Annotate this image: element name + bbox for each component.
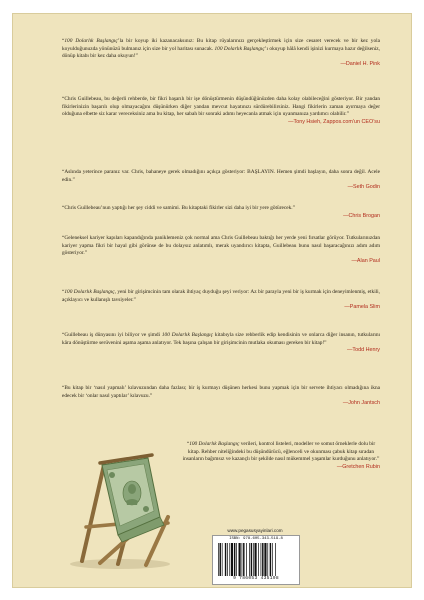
isbn-barcode — [212, 535, 300, 585]
quote-text — [62, 38, 380, 61]
barcode-bar — [270, 543, 271, 576]
quote-text — [62, 96, 380, 119]
book-title-italic: 100 Dolarlık Başlangıç — [64, 289, 115, 295]
barcode-bar — [249, 543, 250, 576]
quote-segment: “Bu kitap bir ‘nasıl yapmalı’ kılavuzundan daha fazlası; bir iş kurmayı düşünen herkesi bunu yapmak için bir servete ihtiyacı olmadığına ikna edecek bir ‘onlar nasıl yaptılar’ kılavuzu.” — [62, 385, 380, 399]
barcode-bar — [254, 543, 256, 576]
quote-segment: “ — [62, 38, 65, 44]
quote-author: —Gretchen Rubin — [336, 464, 380, 471]
barcode-bar — [239, 543, 241, 576]
barcode-bar — [234, 543, 235, 576]
ean-digits: 9 786053 435198 — [233, 576, 279, 581]
quote-author: —Alan Paul — [351, 258, 380, 265]
barcode-bar — [222, 543, 223, 576]
barcode-bar — [267, 543, 268, 576]
quote-text — [62, 169, 380, 184]
barcode-bar — [218, 543, 219, 576]
quote-author: —John Jantsch — [342, 400, 380, 407]
quote-text — [62, 289, 380, 304]
book-title-italic: 100 Dolarlık Başlangıç — [64, 38, 118, 44]
quote-author: —Todd Henry — [347, 347, 380, 354]
quote-author: —Daniel H. Pink — [340, 61, 380, 68]
barcode-bar — [275, 543, 276, 576]
quote-segment: “Aslında yeterince paranız var. Chris, bahaneye gerek olmadığını açıkça gösteriyor: BAŞLAYIN. Hemen şimdi başlayın, daha sonra değil. Acele edin.” — [62, 169, 380, 183]
book-title-italic: 100 Dolarlık Başlangıç — [214, 45, 265, 52]
quote-segment: “Chris Guillebeau, bu değerli rehberde, bir fikri başarılı bir işe dönüştürmenin düşündüğünüzden daha kolay olabileceğini gösteriyor. Bir yandan fikirlerinizin başarılı olup olmayacağını düşünürken diğer yandan mevcut hayatınızı sürdürebilirsiniz. Hangi fikirlerin zaman ayırmaya değer olduğuna elbette siz karar vereceksiniz ama bu kitap, her sabah bir sonraki adımı heyecanla atmak için uyanmanıza yardımcı olabilir.” — [62, 96, 380, 118]
barcode-bar — [261, 543, 262, 576]
endorsement-brogan — [62, 205, 380, 220]
endorsement-jantsch — [62, 385, 380, 408]
quote-author: —Tony Hsieh, Zappos.com’un CEO’su — [288, 119, 380, 126]
endorsement-hsieh — [62, 96, 380, 127]
quote-segment: verileri, kontrol listeleri, modeller ve somut örneklerle dolu bir kitap. Rehber niteliğindeki bu düşündürücü, eğlenceli ve okunması çabuk kitap sıradan insanların bağımsız ve kazançlı bir şekilde nasıl mükemmel yaşamlar kurduğunu anlatıyor.” — [182, 441, 380, 463]
quote-segment: ’ı okuyup hâlâ kendi işinizi kurmaya hazır değilseniz, dönüp kitabı bir kez daha okuyun!” — [62, 45, 380, 60]
barcode-bars — [218, 543, 294, 576]
quote-text — [62, 332, 380, 347]
barcode-bar — [242, 543, 243, 576]
quote-segment: “ — [186, 441, 190, 447]
endorsement-slim — [62, 289, 380, 312]
barcode-bar — [236, 543, 237, 576]
isbn-number: ISBN: 978-605-343-519-8 — [229, 537, 283, 541]
barcode-bar — [272, 543, 273, 576]
quote-segment: “Guillebeau iş dünyasını iyi biliyor ve şimdi — [62, 332, 162, 338]
quote-segment: ’la bir koyup iki kazanacaksınız: Bu kitap rüyalarınızı gerçekleştirmek için size cesaret verecek ve bir kez yola koyulduğunuzda yönünüzü bulmanız için size bir yol haritası sunacak. — [62, 38, 380, 52]
quote-segment: “Geleneksel kariyer kapıları kapandığında paniklemeniz çok normal ama Chris Guillebeau baktığı her yerde yeni fırsatlar görüyor. Tutkularınızdan kariyer yapma fikri bir hayal gibi görünse de bu dolaysız anlatımlı, merak uyandırıcı kitapta, Guillebeau bunu nasıl başaracağınızı adım adım gösteriyor.” — [62, 235, 380, 257]
quote-text — [62, 385, 380, 400]
quote-segment: “Chris Guillebeau’nun yaptığı her şey ciddi ve samimi. Bu kitaptaki fikirler sizi daha iyi bir yere götürecek.” — [62, 205, 295, 211]
quote-author: —Pamela Slim — [344, 304, 380, 311]
barcode-bar — [229, 543, 230, 576]
quote-segment: , yeni bir girişimcinin tam olarak ihtiyaç duyduğu şeyi veriyor: Az bir parayla yeni bir iş kurmak için deneyimlenmiş, etkili, açıklayıcı ve kullanışlı tavsiyeler.” — [62, 289, 380, 303]
barcode-bar — [220, 543, 221, 576]
barcode-bar — [225, 543, 226, 576]
endorsement-pink — [62, 38, 380, 69]
barcode-bar — [253, 543, 254, 576]
book-title-italic: 100 Dolarlık Başlangıç — [189, 441, 240, 447]
barcode-bar — [264, 543, 266, 576]
endorsement-godin — [62, 169, 380, 192]
book-title-italic: 100 Dolarlık Başlangıç — [161, 332, 214, 338]
quote-text — [62, 235, 380, 258]
barcode-bar — [258, 543, 259, 576]
endorsement-rubin — [182, 441, 380, 472]
back-cover — [12, 13, 412, 588]
barcode-bar — [262, 543, 263, 576]
quote-text — [62, 205, 380, 213]
barcode-bar — [246, 543, 247, 576]
barcode-bar — [251, 543, 252, 576]
barcode-bar — [231, 543, 233, 576]
endorsement-henry — [62, 332, 380, 355]
endorsement-paul — [62, 235, 380, 266]
dollar-beach-chair-illustration — [60, 443, 178, 571]
quote-author: —Seth Godin — [347, 184, 380, 191]
publisher-website: www.pegasusyayinlari.com — [227, 528, 283, 533]
quote-text — [182, 441, 380, 464]
quote-segment: “ — [62, 289, 65, 295]
barcode-bar — [243, 543, 244, 576]
quote-segment: kitabıyla size rehberlik edip kendisinin ve onlarca diğer insanın, tutkularını kâra dönüştürme serüvenini aşama aşama anlatıyor. Tek başına çalışan bir girişimcinin mutlaka okuması gereken bir kitap!” — [62, 332, 380, 346]
quote-author: —Chris Brogan — [343, 212, 380, 219]
barcode-bar — [227, 543, 228, 576]
